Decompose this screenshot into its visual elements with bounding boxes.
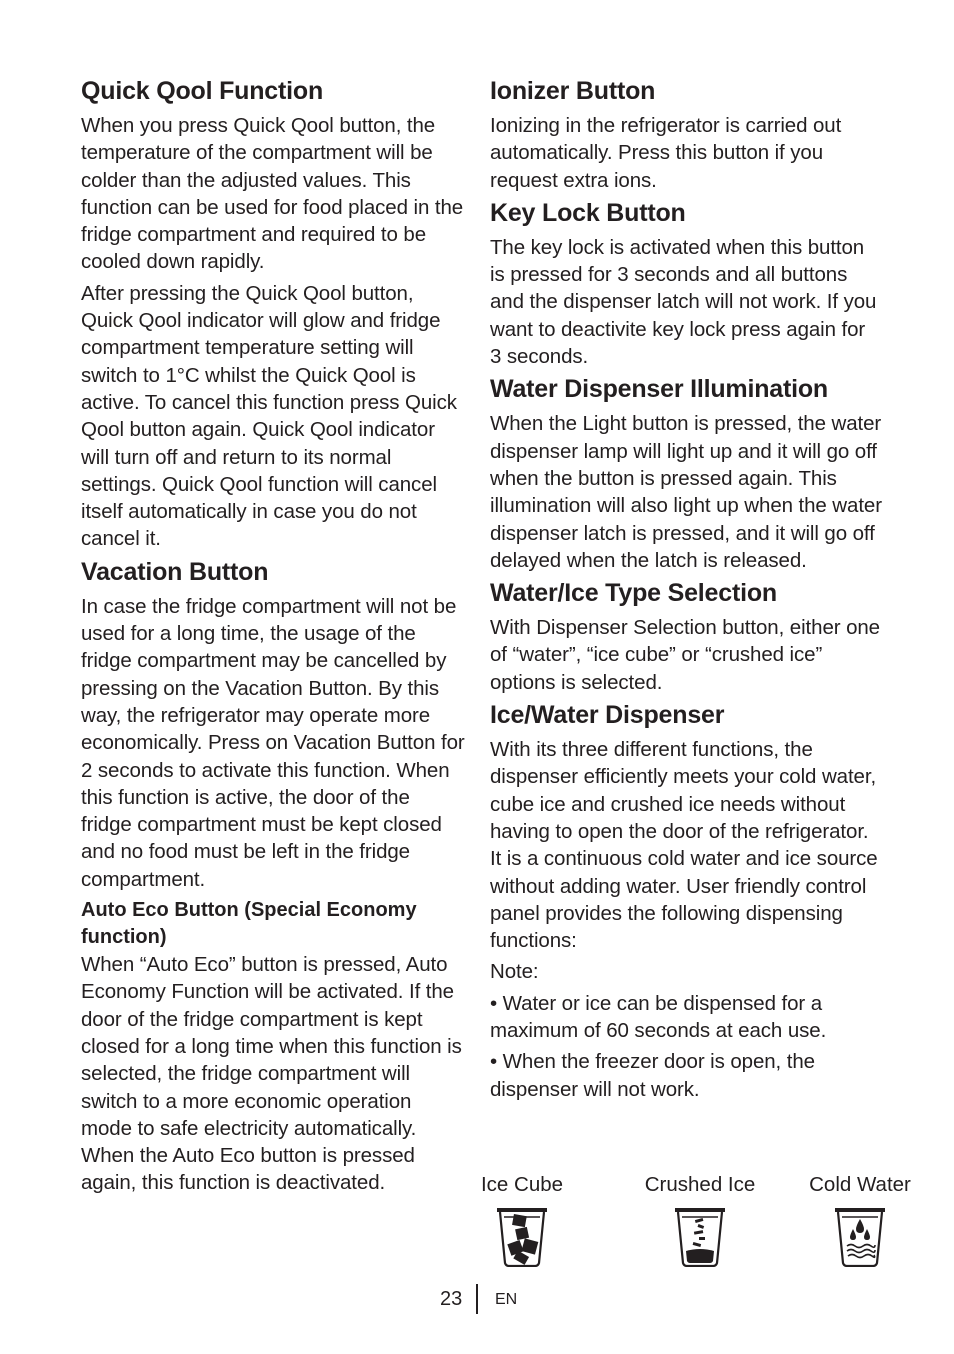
quick-qool-heading: Quick Qool Function (81, 77, 324, 105)
dispenser-paragraph: With its three different functions, the dispenser efficiently meets your cold water, cube ice and crushed ice needs without having to open the door of the refrigerator. It is a continuous cold water and ice source without adding water. User friendly control panel provides the following dispensing functions: (490, 738, 878, 953)
water-ice-type-paragraph: With Dispenser Selection button, either one of “water”, “ice cube” or “crushed ice” options is selected. (490, 616, 880, 694)
dispenser-heading: Ice/Water Dispenser (490, 701, 725, 730)
cold-water-label: Cold Water (809, 1173, 911, 1196)
dispenser-section (490, 700, 882, 1103)
auto-eco-paragraph: When “Auto Eco” button is pressed, Auto Economy Function will be activated. If the door of the fridge compartment is kept closed for a long time when this function is selected, the fridge compartment will switch to a more economic operation mode to safe electricity automatically. When the Auto Eco button is pressed again, this function is deactivated. (81, 953, 462, 1195)
water-ice-type-heading: Water/Ice Type Selection (490, 579, 777, 608)
page-footer (0, 1284, 954, 1314)
ionizer-heading: Ionizer Button (490, 77, 656, 105)
auto-eco-section (81, 897, 466, 1197)
left-column (81, 76, 466, 1201)
key-lock-paragraph: The key lock is activated when this button is pressed for 3 seconds and all buttons and the dispenser latch will not work. If you want to deactivite key lock press again for 3 seconds. (490, 235, 877, 369)
ionizer-paragraph: Ionizing in the refrigerator is carried out automatically. Press this button if you request extra ions. (490, 114, 842, 192)
ice-cube-option (452, 1171, 592, 1267)
dispenser-bullet-2: • When the freezer door is open, the dispenser will not work. (490, 1050, 815, 1101)
crushed-ice-option (630, 1171, 770, 1267)
crushed-ice-label: Crushed Ice (644, 1173, 756, 1196)
ionizer-section (490, 76, 882, 194)
water-illumination-paragraph: When the Light button is pressed, the water dispenser lamp will light up and it will go off when the button is pressed again. This illumination will also light up when the water dispenser latch is pressed, and it will go off delayed when the latch is released. (490, 412, 882, 572)
water-ice-type-section (490, 578, 882, 696)
cold-water-option (790, 1171, 930, 1267)
quick-qool-paragraph-1: When you press Quick Qool button, the temperature of the compartment will be colder than the adjusted values. This function can be used for food placed in the fridge compartment and required to be cooled down rapidly. (81, 114, 464, 274)
page-number: 23 (440, 1288, 463, 1310)
cold-water-icon (833, 1207, 887, 1267)
water-illumination-section (490, 374, 882, 574)
language-code: EN (495, 1291, 518, 1308)
vacation-heading: Vacation Button (81, 557, 269, 586)
ice-cube-label: Ice Cube (480, 1173, 564, 1196)
ice-cube-icon (495, 1207, 549, 1267)
key-lock-section (490, 198, 882, 370)
dispenser-icons-row (470, 1171, 930, 1271)
footer-divider (476, 1284, 478, 1314)
quick-qool-paragraph-2: After pressing the Quick Qool button, Quick Qool indicator will glow and fridge compartment temperature setting will switch to 1°C whilst the Quick Qool is active. To cancel this function press Quick Qool button again. Quick Qool indicator will turn off and return to its normal settings. Quick Qool function will cancel itself automatically in case you do not cancel it. (81, 281, 457, 551)
vacation-section (81, 557, 466, 893)
right-column (490, 76, 882, 1107)
crushed-ice-icon (673, 1207, 727, 1267)
dispenser-note-label: Note: (490, 960, 539, 984)
quick-qool-section (81, 76, 466, 553)
vacation-paragraph: In case the fridge compartment will not be used for a long time, the usage of the fridge compartment may be cancelled by pressing on the Vacation Button. By this way, the refrigerator may operate more economically. Press on Vacation Button for 2 seconds to activate this function. When this function is active, the door of the fridge compartment must be kept closed and no food must be left in the fridge compartment. (81, 594, 465, 891)
key-lock-heading: Key Lock Button (490, 198, 686, 227)
water-illumination-heading: Water Dispenser Illumination (490, 375, 828, 404)
dispenser-bullet-1: • Water or ice can be dispensed for a maximum of 60 seconds at each use. (490, 991, 827, 1043)
auto-eco-heading: Auto Eco Button (Special Economy function) (81, 899, 417, 949)
